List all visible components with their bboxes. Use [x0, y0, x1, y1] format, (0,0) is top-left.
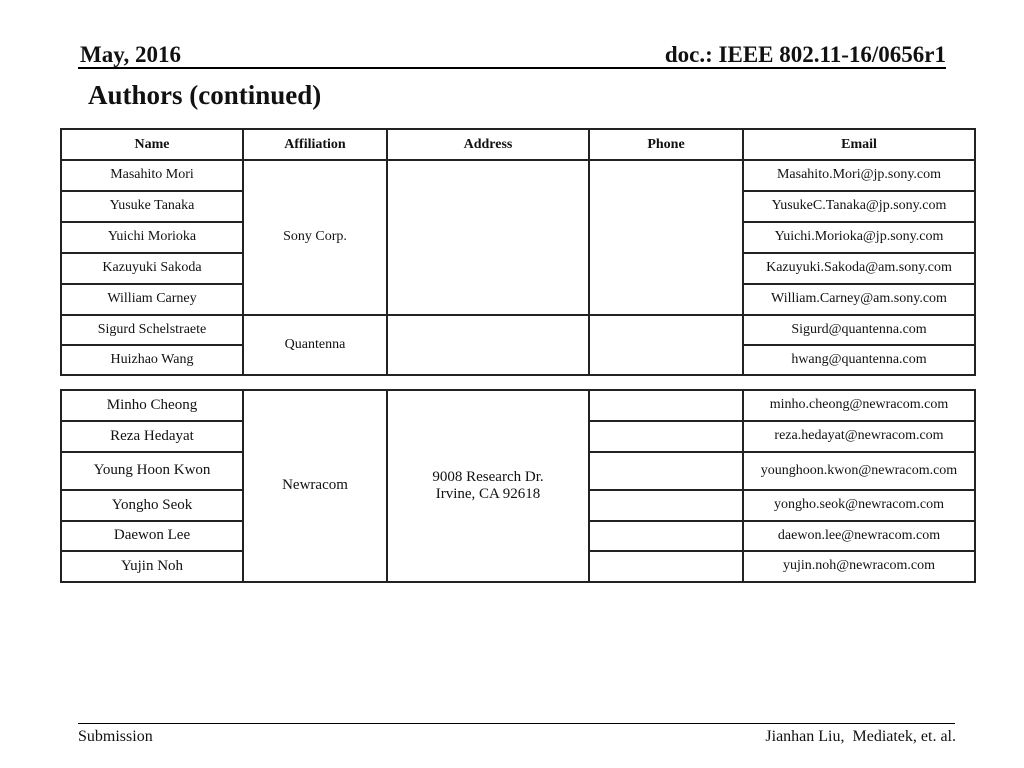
author-name: Yusuke Tanaka [61, 191, 243, 222]
column-header-address: Address [387, 129, 589, 160]
affiliation-cell: Sony Corp. [243, 160, 387, 315]
table-row [61, 160, 975, 191]
table-row [61, 315, 975, 345]
author-email: younghoon.kwon@newracom.com [743, 452, 975, 490]
slide-title: Authors (continued) [88, 80, 322, 110]
column-header-affiliation: Affiliation [243, 129, 387, 160]
author-name: Reza Hedayat [61, 421, 243, 452]
phone-cell [589, 452, 743, 490]
author-email: minho.cheong@newracom.com [743, 390, 975, 421]
author-email: Kazuyuki.Sakoda@am.sony.com [743, 253, 975, 284]
phone-cell [589, 421, 743, 452]
author-name: Sigurd Schelstraete [61, 315, 243, 345]
address-cell [387, 315, 589, 375]
author-name: William Carney [61, 284, 243, 315]
author-name: Yuichi Morioka [61, 222, 243, 253]
author-email: YusukeC.Tanaka@jp.sony.com [743, 191, 975, 222]
author-name: Minho Cheong [61, 390, 243, 421]
header-date: May, 2016 [80, 42, 181, 67]
address-cell [387, 390, 589, 582]
address-cell [387, 160, 589, 315]
author-email: William.Carney@am.sony.com [743, 284, 975, 315]
author-email: Sigurd@quantenna.com [743, 315, 975, 345]
column-header-phone: Phone [589, 129, 743, 160]
header-doc-id: doc.: IEEE 802.11-16/0656r1 [664, 42, 946, 67]
author-name: Masahito Mori [61, 160, 243, 191]
footer-authors: Jianhan Liu, Mediatek, et. al. [765, 728, 956, 745]
author-email: yujin.noh@newracom.com [743, 551, 975, 582]
phone-cell [589, 315, 743, 375]
column-header-name: Name [61, 129, 243, 160]
authors-table-2 [60, 389, 976, 583]
author-name: Kazuyuki Sakoda [61, 253, 243, 284]
phone-cell [589, 160, 743, 315]
author-name: Yujin Noh [61, 551, 243, 582]
footer-submission: Submission [78, 728, 153, 745]
table-header-row [61, 129, 975, 160]
author-email: daewon.lee@newracom.com [743, 521, 975, 551]
author-email: Masahito.Mori@jp.sony.com [743, 160, 975, 191]
header-divider [78, 67, 946, 69]
author-email: yongho.seok@newracom.com [743, 490, 975, 521]
address-line-1: 9008 Research Dr. [432, 468, 544, 485]
address-line-2: Irvine, CA 92618 [435, 486, 541, 502]
phone-cell [589, 551, 743, 582]
author-name: Young Hoon Kwon [61, 452, 243, 490]
author-email: reza.hedayat@newracom.com [743, 421, 975, 452]
phone-cell [589, 521, 743, 551]
author-name: Yongho Seok [61, 490, 243, 521]
affiliation-cell: Newracom [243, 390, 387, 582]
column-header-email: Email [743, 129, 975, 160]
affiliation-cell: Quantenna [243, 315, 387, 375]
author-name: Huizhao Wang [61, 345, 243, 375]
author-email: hwang@quantenna.com [743, 345, 975, 375]
authors-table-1 [60, 128, 976, 376]
author-name: Daewon Lee [61, 521, 243, 551]
phone-cell [589, 390, 743, 421]
phone-cell [589, 490, 743, 521]
author-email: Yuichi.Morioka@jp.sony.com [743, 222, 975, 253]
table-row [61, 390, 975, 421]
footer-divider [78, 723, 955, 724]
